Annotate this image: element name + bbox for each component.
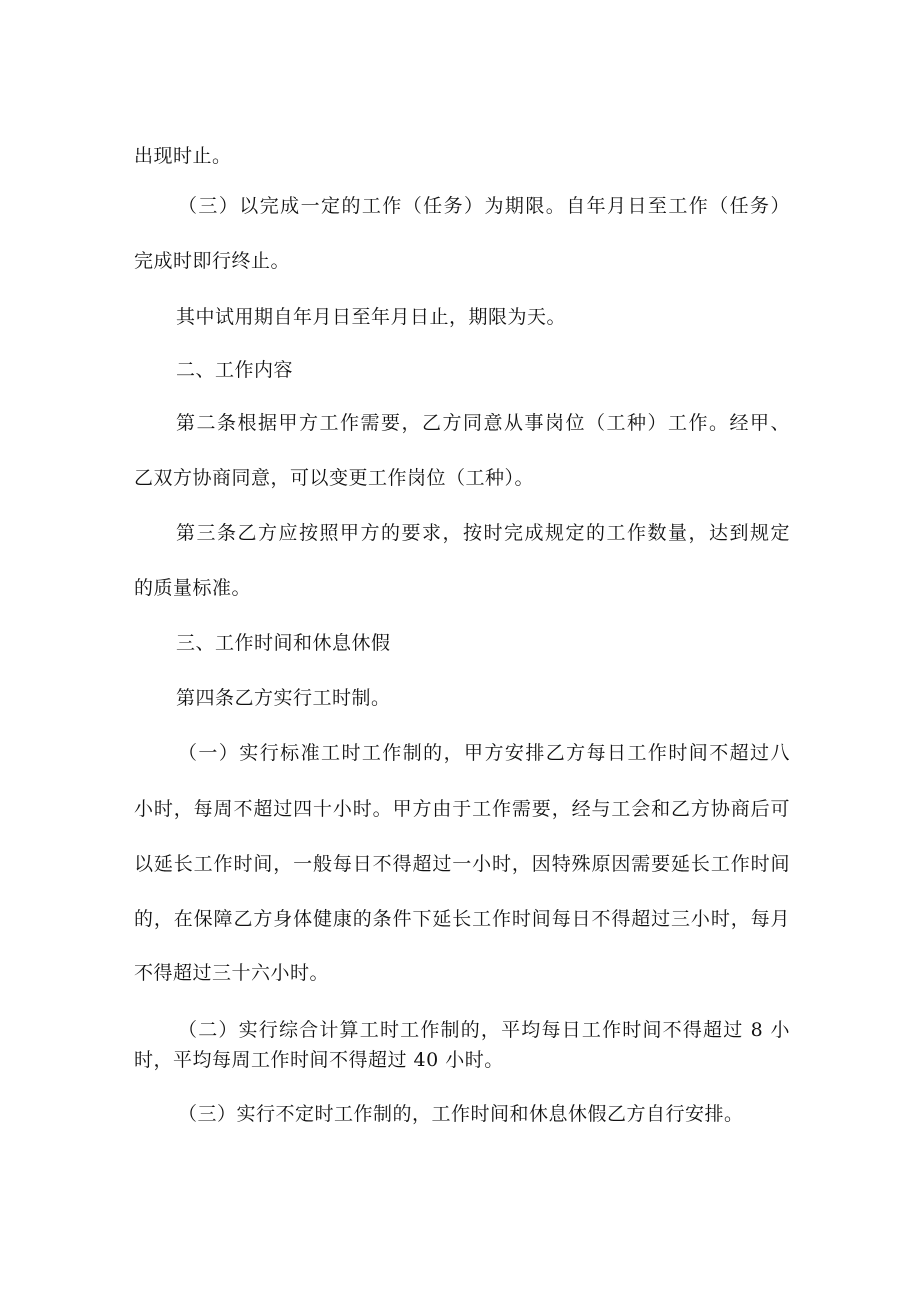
text-line: （二）实行综合计算工时工作制的，平均每日工作时间不得超过 8 小	[178, 1019, 790, 1041]
text-line: （一）实行标准工时工作制的，甲方安排乙方每日工作时间不超过八	[178, 742, 790, 764]
text-line: 出现时止。	[134, 145, 232, 167]
text-line: （三）以完成一定的工作（任务）为期限。自年月日至工作（任务）	[178, 195, 790, 217]
text-line: 其中试用期自年月日至年月日止，期限为天。	[176, 306, 567, 328]
text-line: 小时，每周不超过四十小时。甲方由于工作需要，经与工会和乙方协商后可	[134, 798, 790, 820]
text-line: （三）实行不定时工作制的，工作时间和休息休假乙方自行安排。	[178, 1103, 744, 1125]
text-line: 完成时即行终止。	[134, 250, 291, 272]
text-line: 不得超过三十六小时。	[134, 962, 330, 984]
text-line: 第二条根据甲方工作需要，乙方同意从事岗位（工种）工作。经甲、	[176, 412, 790, 434]
text-line: 的，在保障乙方身体健康的条件下延长工作时间每日不得超过三小时，每月	[134, 908, 790, 930]
section-heading: 二、工作内容	[176, 359, 294, 381]
text-line: 以延长工作时间，一般每日不得超过一小时，因特殊原因需要延长工作时间	[134, 853, 790, 875]
text-line: 乙双方协商同意，可以变更工作岗位（工种）。	[134, 467, 535, 489]
text-line: 时，平均每周工作时间不得超过 40 小时。	[134, 1049, 504, 1071]
text-line: 的质量标准。	[134, 577, 252, 599]
text-line: 第三条乙方应按照甲方的要求，按时完成规定的工作数量，达到规定	[176, 522, 790, 544]
section-heading: 三、工作时间和休息休假	[176, 632, 391, 654]
text-line: 第四条乙方实行工时制。	[176, 687, 391, 709]
